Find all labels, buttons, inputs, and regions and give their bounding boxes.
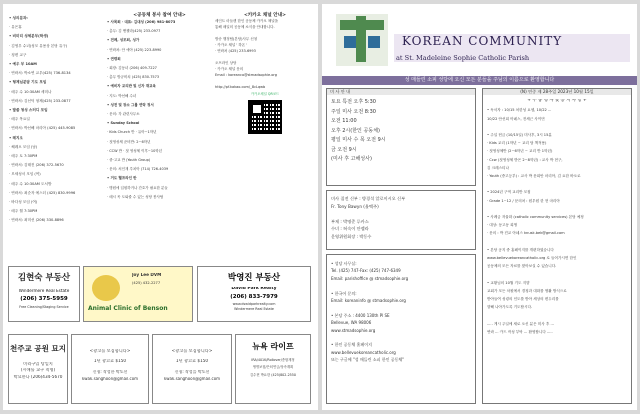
service-line: • Sunday School <box>107 121 140 126</box>
group-line: · 연락처: 김선덕 형제(425) 233-0877 <box>9 98 71 103</box>
service-line: · 총무 방규비치 (425) 830-7573 <box>107 75 160 80</box>
ad-foot: 김수현 박요한 (425)802-2550 <box>250 372 296 377</box>
ad-phone: 생명보험/은퇴연금/상속계획 <box>252 365 294 370</box>
ad-foot2: Windermere Real Estate <box>234 306 274 311</box>
kakao-line: 방송 행정팀(본당)사무 신청 <box>215 37 258 41</box>
notice-line <box>487 205 627 213</box>
service-line: · 문의: 각 관련사무소 <box>107 112 140 117</box>
ad-foot: 박요한나 (206)434-5670 <box>13 374 63 379</box>
group-line: · 청변 교구 <box>9 52 27 57</box>
service-line: · 매시 꼭 도와줄 수 있는 성당 봉사팀 <box>107 194 164 199</box>
group-line: · 매주 수 10:30AM 도서방 <box>9 181 52 186</box>
clergy-line: 미사 집전 신부 : 방경석 알로이시오 신부 <box>331 196 406 201</box>
notice-line <box>487 180 627 188</box>
group-line: · 매주 토 7:30PM <box>9 154 38 159</box>
ad-foot: kwak.sanghoon@gmail.com <box>163 377 221 382</box>
ad-title: 박영진 부동산 <box>227 273 281 283</box>
contact-line: • 성당 사무실: <box>331 261 357 266</box>
contact-line <box>331 282 471 289</box>
notice-line: www.bellevuekoreancatholic.org 로 들어가시면 한인 <box>487 256 577 261</box>
notice-line: 김 크레스티나 <box>487 165 509 170</box>
service-line: • 거도 헬프라인 반 <box>107 176 137 181</box>
contact-line: www.bellevuekoreancatholic.org <box>331 349 396 355</box>
mass-heading: 미 사 안 내 <box>327 89 475 95</box>
kakao-line: · 카카오 채널 문의 <box>215 67 244 71</box>
ad-foot: www.dswidparkrealty.com <box>232 302 276 307</box>
clergy-box <box>326 190 476 250</box>
notice-line: 받아들여 성령의 인도를 받아 세상의 변두리를 <box>487 297 559 302</box>
left-page <box>3 4 318 410</box>
notice-line: 공동체의 모든 자료를 찾아보실 수 있습니다. <box>487 264 557 269</box>
contact-line: Email: koreaninfo @ stmadsophie.org <box>331 298 406 304</box>
group-line: · 매주 수 10:30AM 세미나 <box>9 89 52 94</box>
group-line: · 김영우 수녀(성모 유용상 본당 유구) <box>9 43 68 48</box>
community-subtitle: at St. Madeleine Sophie Catholic Parish <box>396 54 530 62</box>
ad-sub: David Park Realty <box>231 287 277 291</box>
service-line: · 연락처: 안 애아 (425) 223-8990 <box>107 47 162 52</box>
service-title: <공동체 봉사 참여 안내> <box>133 13 186 18</box>
ad-new-york-life[interactable] <box>235 334 311 404</box>
ad-sub: Animal Clinic of Benson <box>88 305 168 312</box>
group-line: · 연락처: 최순자 에스더 (425) 830-9996 <box>9 190 76 195</box>
clergy-line: Fr. Tony Bawyn (율맥주) <box>331 203 379 209</box>
ad-title: Joy Lee DVM <box>132 273 162 277</box>
contact-line: • 한인 공동체 홈페이지 <box>331 342 372 348</box>
clergy-line: 수녀 : 허숙이 안젤라 <box>331 226 369 232</box>
ad-animal-clinic[interactable] <box>83 266 193 322</box>
community-title: KOREAN COMMUNITY <box>402 34 563 48</box>
ad-phone: (425) 432-2277 <box>132 281 161 285</box>
ad-phone: 신청: 작성한 박도선 <box>92 369 128 374</box>
clergy-line <box>331 210 471 218</box>
ad-sub: 1년 광고료 $150 <box>93 359 127 364</box>
groups-column <box>9 14 104 226</box>
header-banner <box>322 4 637 76</box>
contact-line: • 한국어 문의: <box>331 290 357 296</box>
paw-logo-icon <box>92 275 120 301</box>
kakao-line: · 연락처 (425) 233-6993 <box>215 49 256 53</box>
group-line: · 연락처: 박선해 마리아 (425) 445-9085 <box>9 126 76 131</box>
contact-line <box>331 334 471 341</box>
contact-line: • 본당 주소 : 4400 130th Pl SE <box>331 312 390 318</box>
group-line: · 연락처: 김태진 (206) 372-5670 <box>9 163 64 168</box>
mass-line: 오전 11:00 <box>331 118 357 124</box>
group-line: · 쎄레오 모임 (남) <box>9 144 38 149</box>
notice-line <box>487 311 627 319</box>
service-line: · 총무: 김 앤젤라(425) 233-0977 <box>107 29 161 34</box>
ad-sub: 미리구입 당일지 <box>23 362 53 366</box>
service-line: · 문의: 처인재 루치아 (714) 726-4039 <box>107 167 169 172</box>
kakao-line: 세인트 마들렌 한인 공동체 카카오 채널을 <box>215 19 279 23</box>
group-line: · 유은휴 <box>9 25 22 30</box>
notice-line: · 첫영성체반 (2~6학년 ~ 교리 반 1학년) <box>487 149 553 154</box>
notice-line: · 문의 : 박 진교 아녜스 knusk.bek@gmail.com <box>487 231 565 236</box>
notice-line <box>487 238 627 246</box>
kakao-column <box>215 10 315 96</box>
welcome-band: 성 매들린 소피 성당에 오신 모든 분들을 주님의 이름으로 환영합니다 <box>322 76 637 85</box>
ad-title: <광고를 모집합니다> <box>171 349 213 353</box>
ad-foot: Free Cleaning/Staging Service <box>19 305 69 310</box>
mass-line: (미사 후 고해성사) <box>331 156 372 162</box>
group-line: · 모세성서 모임 (여) <box>9 172 41 177</box>
ad-phone: (206) 833-7979 <box>230 294 278 301</box>
notice-line: • 사례금 자율화 (catholic community services) 본당 예정 <box>487 215 584 220</box>
right-page <box>322 4 637 410</box>
notice-line: 10/22 안선희 아녜스, 전세근 사이먼 <box>487 116 545 121</box>
contact-line: Bellevue, WA 98006 <box>331 320 372 326</box>
notice-line: · 대상: 동고동 희생 <box>487 223 518 228</box>
group-line: · 매주 목요일 <box>9 117 30 122</box>
group-line: • 예우 부 10AM <box>9 62 37 67</box>
ad-phone: (시애틀 교구 직영) <box>20 368 56 373</box>
contact-line: 또는 구글에 "성 매들린 소피 한인 공동체" <box>331 357 405 363</box>
service-line: · Kids Church 반 · 유아~1학년 <box>107 130 157 135</box>
weekly-notices-box <box>482 88 632 404</box>
group-line: • 형제님분담 기도 모임 <box>9 80 47 85</box>
mass-line: 토요 특전 오후 5:30 <box>331 99 376 105</box>
ad-recruit-2[interactable] <box>152 334 232 404</box>
kakao-line: 통해 매일의 공동체 소식을 안내합니다. <box>215 25 275 29</box>
service-line: · 병원에 입원하거나 간호가 필요한 분들 <box>107 185 168 190</box>
clergy-line: 부제 : 박명준 루카스 <box>331 218 369 224</box>
notice-line: ..... 게시 주일에 새로 오신 분은 미사 후 ... <box>487 321 554 326</box>
mass-line: 오후 2시(한인 공동체) <box>331 127 380 134</box>
mass-line: 금 오전 9시 <box>331 146 357 153</box>
notice-line: · Grade 1~12 / 문의처 : 원우원 한 현 마리아 <box>487 198 560 203</box>
notice-line: 향해 나아가도록 기도합시다. <box>487 305 533 310</box>
kakao-line: · 카카오 채널 ' 하온 ' <box>215 43 248 47</box>
notice-line: • 주일 헌금 (10/15일) 미사후, 3시 15분 <box>487 133 552 138</box>
parish-logo-icon <box>336 14 388 66</box>
ad-title: <광고를 모집합니다> <box>89 349 131 353</box>
ad-title: 김현숙 부동산 <box>17 273 71 283</box>
notice-line: • 본당 공지 중 홈페이지를 개편하였습니다 <box>487 247 554 252</box>
qr-caption: 카카오채널 QR코드 <box>250 92 280 96</box>
notice-line: • 독서자 : 10/15 처한성 요셉, 10/22 ... <box>487 108 552 113</box>
ad-title: 천주교 공원 묘지 <box>10 344 66 353</box>
notice-line: 교회가 모든 차원에서 경청과 대화를 생활 방식으로 <box>487 288 567 293</box>
group-line: • 레지오 <box>9 135 23 140</box>
service-line: • 예비자 교리반 및 신자 재교육 <box>107 84 156 89</box>
notice-line: · Youth (중고등부) : 교사 박 문희안 마리아, 김 요한 바오로 <box>487 174 581 179</box>
group-line: · 연락처: 박소연 교우(425) 736-8134 <box>9 71 71 76</box>
notice-line: · Ccw (첫영성체 받은 2~8학년) : 교사 박 현구, <box>487 157 563 162</box>
ad-phone: (206) 375-5959 <box>20 296 68 303</box>
week-title: + 주 중 행 사 및 공 지 사 항 + <box>527 99 587 103</box>
notice-line: 연락 ... 카드 작성 부탁 ... 환영합니다 ..... <box>487 329 553 334</box>
contact-line <box>331 304 471 311</box>
kakao-line: 오프라인 상당 <box>215 61 237 65</box>
ad-title: 뉴욕 라이프 <box>252 342 294 351</box>
group-line: · 연락처: 최미선 (206) 330-8896 <box>9 218 64 223</box>
kakao-line: Email : koreanco@stmadsophie.org <box>215 73 277 77</box>
service-line: · 회장: 김동녀 (206) 409-7227 <box>107 66 157 71</box>
service-line: • 전례, 성모회, 성가 <box>107 38 140 43</box>
ad-realtor-kim[interactable] <box>8 266 80 322</box>
mass-line: 주일 미사 오전 8:30 <box>331 108 376 115</box>
notice-line <box>487 123 627 131</box>
group-line: • 성의분과: <box>9 16 28 20</box>
ad-sub: 1년 광고료 $150 <box>175 359 209 364</box>
service-line: · CCW 반 · 첫 영성체 이후~10학년 <box>107 148 163 153</box>
clergy-line: 운영위원회장 : 박동수 <box>331 233 372 239</box>
contact-box <box>326 254 476 404</box>
service-line: · 지도: 박선해 수녀 <box>107 93 137 98</box>
contact-line: Tel. (425) 747-Fax: (425) 747-6349 <box>331 268 401 274</box>
notice-line <box>487 270 627 278</box>
group-line: · 매주 월 7:30PM <box>9 209 38 214</box>
group-line: · 바다성 모임 (여) <box>9 200 38 205</box>
group-line: • 말씀 청성 스터디 모임 <box>9 108 48 113</box>
week-header: (N) 연중 제 28주일 2023년 10월 15일 <box>483 89 631 95</box>
ad-sub: Windermere Real Estate <box>18 289 70 293</box>
notice-line: · Kids 교리 (1학년 ~ 교리 담 책적용) <box>487 141 547 146</box>
kakao-line: http://pf.kakao.com/_8cLqwb <box>215 85 266 89</box>
mass-line: 평일 미사 수 목 오전 9시 <box>331 137 386 143</box>
contact-line: www.stmadsophie.org <box>331 327 376 333</box>
service-column <box>107 10 212 202</box>
ad-recruit-1[interactable] <box>71 334 149 404</box>
ad-realtor-park[interactable] <box>197 266 311 322</box>
kakao-title: <카카오 채널 안내> <box>244 13 286 18</box>
service-line: • 성전 및 장소 그룹 연락 정서 <box>107 102 154 107</box>
contact-line: Email: parishoffice @ stmadsophie.org <box>331 275 409 281</box>
service-line: • 사목회 · 대표: 김대성 (206) 981-8073 <box>107 20 176 24</box>
notice-line: • 교황님의 10월 기도 지향 <box>487 280 530 285</box>
ad-sub: IRA/401K/Rollover/종합재정 <box>251 358 295 362</box>
kakao-qr-code[interactable] <box>248 100 282 134</box>
notice-line: • 2024년 구역 교리반 모집 <box>487 190 531 195</box>
mass-schedule-box <box>326 88 476 186</box>
ad-foot: kwak.sanghoon@gmail.com <box>81 377 139 382</box>
service-line: · 첫영성체 준비반: 2~6학년 <box>107 139 151 144</box>
group-line: • 비미리 성체분부(학생) <box>9 34 49 39</box>
ad-phone: 신청: 작성을 박도선 <box>174 369 210 374</box>
ad-cemetery[interactable] <box>8 334 68 404</box>
service-line: · 중·고교 반 (Youth Group) <box>107 158 151 163</box>
service-line: • 연령회 <box>107 56 121 61</box>
